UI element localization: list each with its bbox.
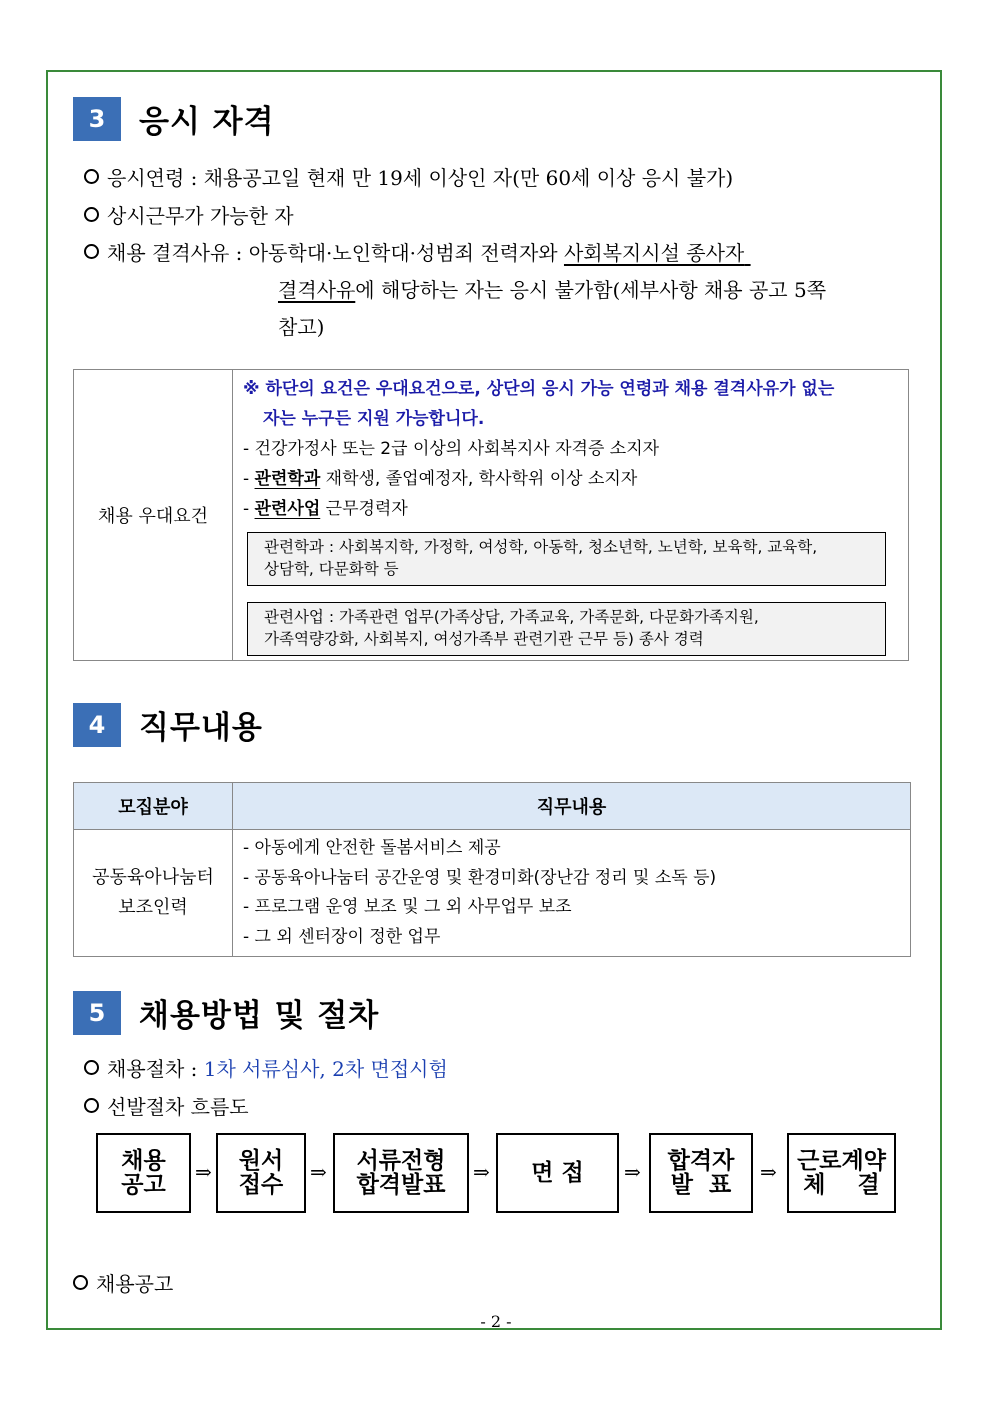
section-title: 채용방법 및 절차 bbox=[139, 998, 380, 1034]
box-line: 관련사업 : 가족관련 업무(가족상담, 가족교육, 가족문화, 다문화가족지원, bbox=[264, 608, 759, 626]
duty-item: - 프로그램 운영 보조 및 그 외 사무업무 보조 bbox=[243, 897, 572, 917]
circle-bullet-icon bbox=[84, 1098, 99, 1113]
flow-step-4: 면 접 bbox=[496, 1133, 619, 1213]
preference-table bbox=[73, 369, 909, 661]
section-3-heading bbox=[73, 96, 275, 141]
duties-cell bbox=[233, 830, 911, 957]
field-line: 보조인력 bbox=[118, 897, 188, 918]
arrow-icon: ⇒ bbox=[760, 1160, 777, 1184]
duty-item: - 아동에게 안전한 돌봄서비스 제공 bbox=[243, 838, 501, 858]
underlined-text: 결격사유 bbox=[278, 278, 356, 302]
duties-table bbox=[73, 782, 911, 957]
bullet-text: 응시연령 : 채용공고일 현재 만 19세 이상인 자(만 60세 이상 응시 불가) bbox=[107, 166, 734, 190]
bullet-procedure bbox=[84, 1053, 448, 1082]
arrow-icon: ⇒ bbox=[195, 1160, 212, 1184]
bullet-text: 에 해당하는 자는 응시 불가함(세부사항 채용 공고 5쪽 bbox=[355, 278, 827, 302]
flow-step-3: 서류전형 합격발표 bbox=[333, 1133, 469, 1213]
disqualification-line2 bbox=[278, 274, 826, 303]
section-5-heading bbox=[73, 990, 379, 1035]
header-duties: 직무내용 bbox=[233, 783, 911, 830]
related-majors-box bbox=[247, 532, 886, 586]
bold-term: 관련사업 bbox=[254, 499, 321, 519]
flow-step-2: 원서 접수 bbox=[216, 1133, 306, 1213]
bullet-text: 아동학대·노인학대·성범죄 전력자와 bbox=[248, 241, 564, 265]
box-line: 상담학, 다문화학 등 bbox=[264, 560, 399, 578]
bullet-fulltime bbox=[84, 200, 294, 229]
circle-bullet-icon bbox=[73, 1275, 88, 1290]
pref-item: - 건강가정사 또는 2급 이상의 사회복지사 자격증 소지자 bbox=[243, 439, 660, 459]
field-line: 공동육아나눔터 bbox=[92, 867, 214, 888]
bullet-text: 상시근무가 가능한 자 bbox=[107, 204, 294, 228]
arrow-icon: ⇒ bbox=[624, 1160, 641, 1184]
underlined-text: 사회복지시설 종사자 bbox=[563, 241, 745, 265]
section-4-heading bbox=[73, 702, 263, 747]
pref-item: - 관련학과 재학생, 졸업예정자, 학사학위 이상 소지자 bbox=[243, 469, 638, 489]
bullet-text: 선발절차 흐름도 bbox=[107, 1095, 249, 1119]
circle-bullet-icon bbox=[84, 169, 99, 184]
bullet-announcement bbox=[73, 1268, 173, 1297]
bullet-flowchart bbox=[84, 1091, 249, 1120]
section-number-badge: 3 bbox=[73, 97, 121, 141]
bullet-disqualification bbox=[84, 237, 751, 266]
circle-bullet-icon bbox=[84, 244, 99, 259]
preference-body bbox=[233, 370, 909, 661]
duty-item: - 그 외 센터장이 정한 업무 bbox=[243, 926, 441, 947]
related-work-box bbox=[247, 602, 886, 656]
note-line: 자는 누구든 지원 가능합니다. bbox=[263, 409, 485, 429]
flow-step-5: 합격자 발 표 bbox=[649, 1133, 753, 1213]
bullet-label: 채용절차 : bbox=[107, 1057, 204, 1081]
note-line: ※ 하단의 요건은 우대요건으로, 상단의 응시 가능 연령과 채용 결격사유가 없는 bbox=[243, 379, 835, 399]
pref-item: - 관련사업 근무경력자 bbox=[243, 499, 408, 519]
preference-label: 채용 우대요건 bbox=[74, 370, 233, 661]
section-title: 직무내용 bbox=[139, 710, 263, 746]
arrow-icon: ⇒ bbox=[473, 1160, 490, 1184]
box-line: 가족역량강화, 사회복지, 여성가족부 관련기관 근무 등) 종사 경력 bbox=[264, 630, 704, 648]
section-title: 응시 자격 bbox=[139, 104, 275, 140]
header-field: 모집분야 bbox=[74, 783, 233, 830]
circle-bullet-icon bbox=[84, 207, 99, 222]
bold-term: 관련학과 bbox=[254, 469, 321, 489]
preference-note bbox=[243, 374, 902, 434]
disqualification-line3: 참고) bbox=[278, 315, 325, 339]
bullet-age bbox=[84, 162, 733, 191]
bullet-text: 채용공고 bbox=[96, 1272, 174, 1296]
flow-step-1: 채용 공고 bbox=[96, 1133, 191, 1213]
bullet-label: 채용 결격사유 : bbox=[107, 241, 249, 265]
page-number: - 2 - bbox=[480, 1312, 512, 1331]
arrow-icon: ⇒ bbox=[310, 1160, 327, 1184]
duty-item: - 공동육아나눔터 공간운영 및 환경미화(장난감 정리 및 소독 등) bbox=[243, 867, 717, 888]
section-number-badge: 5 bbox=[73, 991, 121, 1035]
field-cell bbox=[74, 830, 233, 957]
section-number-badge: 4 bbox=[73, 703, 121, 747]
flow-step-6: 근로계약 체 결 bbox=[787, 1133, 896, 1213]
box-line: 관련학과 : 사회복지학, 가정학, 여성학, 아동학, 청소년학, 노년학, 보육학, 교육학, bbox=[264, 538, 818, 556]
procedure-value: 1차 서류심사, 2차 면접시험 bbox=[203, 1057, 448, 1081]
circle-bullet-icon bbox=[84, 1060, 99, 1075]
